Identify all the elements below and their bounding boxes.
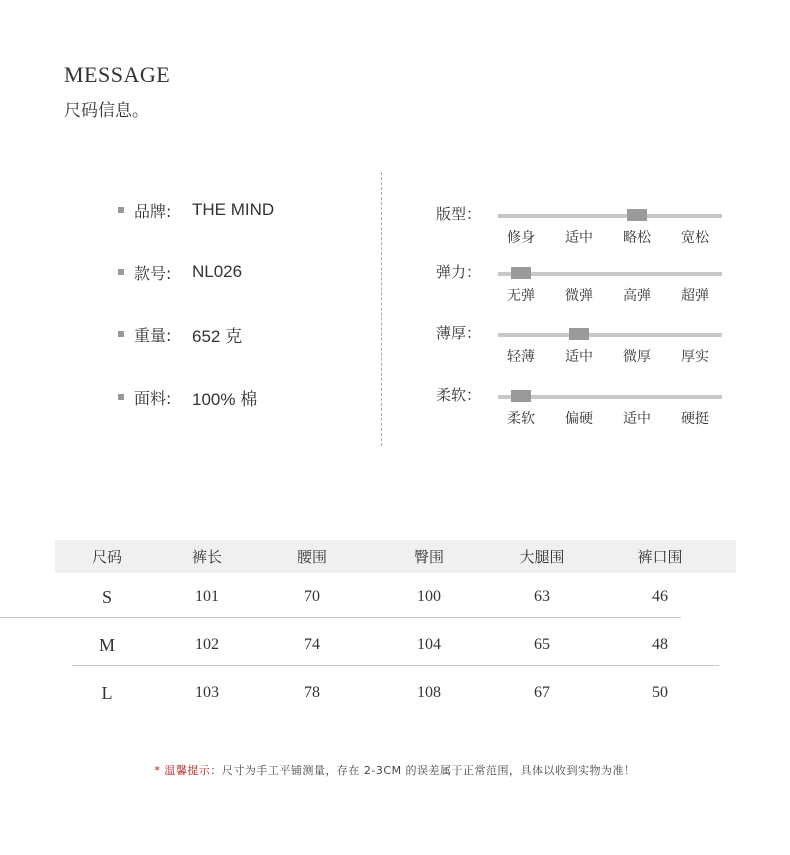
table-cell: M — [98, 634, 115, 655]
scale-indicator — [627, 209, 647, 221]
scale-fit — [436, 203, 726, 253]
scale-option: 修身 — [507, 230, 535, 246]
scale-option: 硬挺 — [681, 411, 709, 427]
info-value: 652 克 — [192, 326, 243, 346]
vertical-divider — [381, 172, 382, 446]
table-cell: 46 — [652, 588, 668, 605]
table-row-divider — [0, 617, 681, 618]
table-cell: S — [101, 586, 112, 607]
info-value: THE MIND — [192, 200, 275, 219]
info-label: 款号: — [134, 263, 172, 283]
table-cell: 63 — [534, 588, 550, 605]
tip-text: ：尺寸为手工平铺测量，存在 2-3CM 的误差属于正常范围，具体以收到实物为准！ — [210, 764, 636, 777]
table-cell: 100 — [417, 588, 441, 605]
scale-indicator — [511, 390, 531, 402]
scale-option: 超弹 — [681, 288, 709, 304]
table-cell: 50 — [652, 684, 668, 701]
table-cell: 102 — [195, 636, 219, 653]
table-cell: 65 — [534, 636, 550, 653]
info-style-no — [118, 260, 242, 284]
table-row — [55, 621, 736, 669]
scale-option: 高弹 — [623, 288, 651, 304]
scale-label: 弹力： — [436, 263, 482, 281]
table-header-cell: 大腿围 — [519, 548, 565, 566]
scale-label: 版型： — [436, 205, 482, 223]
scale-indicator — [511, 267, 531, 279]
scale-track — [498, 272, 722, 276]
scale-option: 适中 — [623, 411, 651, 427]
measurement-tip — [0, 762, 790, 778]
info-brand — [118, 198, 274, 222]
square-bullet-icon — [118, 331, 124, 337]
table-header-cell: 腰围 — [296, 548, 327, 566]
scale-indicator — [569, 328, 589, 340]
scale-elasticity — [436, 261, 726, 311]
info-fabric — [118, 385, 257, 409]
table-header-cell: 尺码 — [91, 548, 122, 566]
table-cell: 104 — [417, 636, 441, 653]
scale-option: 微厚 — [623, 349, 651, 365]
scale-option: 略松 — [623, 230, 651, 246]
square-bullet-icon — [118, 207, 124, 213]
page-subtitle: 尺码信息。 — [64, 101, 149, 121]
square-bullet-icon — [118, 269, 124, 275]
info-label: 重量: — [134, 325, 172, 345]
scale-track — [498, 214, 722, 218]
table-row — [55, 573, 736, 621]
table-cell: 78 — [304, 684, 320, 701]
table-row — [55, 669, 736, 717]
table-cell: 70 — [304, 588, 320, 605]
table-header-cell: 裤长 — [191, 548, 222, 566]
table-header-cell: 裤口围 — [637, 548, 683, 566]
square-bullet-icon — [118, 394, 124, 400]
scale-softness — [436, 384, 726, 434]
scale-option: 宽松 — [681, 230, 709, 246]
scale-option: 适中 — [565, 230, 593, 246]
info-weight — [118, 322, 242, 346]
info-label: 品牌: — [134, 201, 172, 221]
info-value: NL026 — [192, 262, 243, 281]
tip-label: * 温馨提示 — [154, 764, 211, 777]
info-label: 面料: — [134, 388, 172, 408]
scale-option: 无弹 — [507, 288, 535, 304]
scale-option: 微弹 — [565, 288, 593, 304]
info-value: 100% 棉 — [192, 389, 258, 409]
table-cell: 74 — [304, 636, 320, 653]
scale-label: 柔软： — [436, 386, 482, 404]
scale-thickness — [436, 322, 726, 372]
table-cell: 101 — [195, 588, 219, 605]
table-cell: 103 — [195, 684, 219, 701]
page-title: MESSAGE — [64, 62, 171, 87]
scale-option: 柔软 — [507, 411, 535, 427]
table-header-cell: 臀围 — [413, 548, 444, 566]
table-cell: 67 — [534, 684, 550, 701]
table-cell: L — [101, 682, 113, 703]
table-cell: 108 — [417, 684, 441, 701]
scale-option: 适中 — [565, 349, 593, 365]
scale-track — [498, 395, 722, 399]
scale-track — [498, 333, 722, 337]
scale-option: 偏硬 — [565, 411, 593, 427]
scale-label: 薄厚： — [436, 324, 482, 342]
table-cell: 48 — [652, 636, 668, 653]
scale-option: 轻薄 — [507, 349, 535, 365]
table-row-divider — [72, 665, 719, 666]
table-header-row — [55, 540, 736, 573]
size-table — [55, 540, 736, 717]
scale-option: 厚实 — [681, 349, 709, 365]
